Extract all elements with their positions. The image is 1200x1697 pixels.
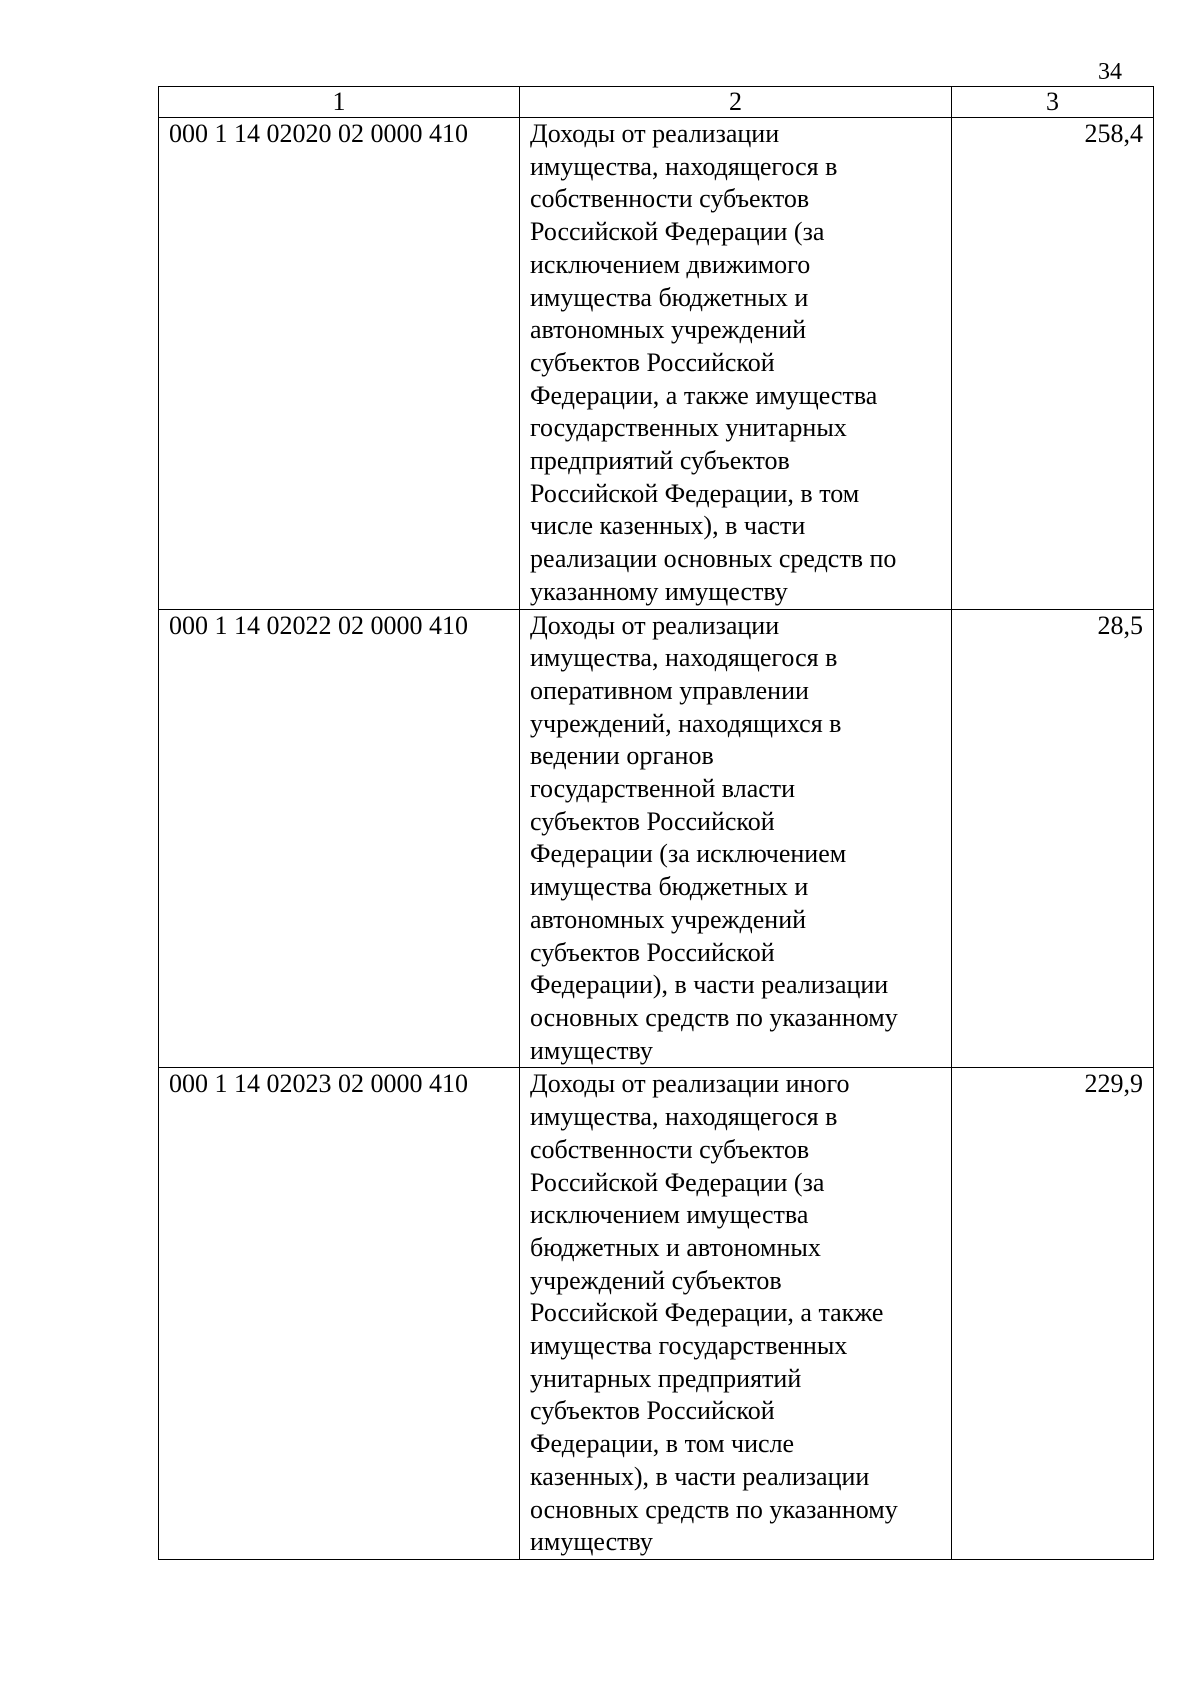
header-row xyxy=(159,87,1154,118)
description-line: имущества, находящегося в xyxy=(530,643,838,673)
description-line: имущества, находящегося в xyxy=(530,151,838,181)
revenue-code: 000 1 14 02022 02 0000 410 xyxy=(159,609,520,1068)
description-line: Федерации (за исключением xyxy=(530,839,847,869)
description-line: учреждений, находящихся в xyxy=(530,708,842,738)
description-line: имущества бюджетных и xyxy=(530,282,809,312)
description-line: имущества государственных xyxy=(530,1331,848,1361)
description-line: унитарных предприятий xyxy=(530,1363,802,1393)
description-line: Российской Федерации, а также xyxy=(530,1298,884,1328)
header-col-1: 1 xyxy=(159,87,520,118)
description-line: автономных учреждений xyxy=(530,904,807,934)
table-row xyxy=(159,609,1154,1068)
description-line: Доходы от реализации xyxy=(530,610,780,640)
header-col-3: 3 xyxy=(952,87,1154,118)
description-line: имущества бюджетных и xyxy=(530,872,809,902)
description-line: числе казенных), в части xyxy=(530,511,806,541)
description-line: предприятий субъектов xyxy=(530,446,790,476)
revenue-amount: 229,9 xyxy=(952,1068,1154,1560)
description-line: Федерации, в том числе xyxy=(530,1429,795,1459)
description-line: ведении органов xyxy=(530,741,714,771)
revenue-description xyxy=(520,1068,952,1560)
description-line: Российской Федерации (за xyxy=(530,1167,825,1197)
description-line: государственных унитарных xyxy=(530,413,847,443)
revenue-description xyxy=(520,118,952,610)
description-line: субъектов Российской xyxy=(530,806,775,836)
description-line: бюджетных и автономных xyxy=(530,1232,821,1262)
description-line: Федерации, а также имущества xyxy=(530,380,878,410)
revenue-description xyxy=(520,609,952,1068)
description-line: собственности субъектов xyxy=(530,1134,810,1164)
description-line: учреждений субъектов xyxy=(530,1265,782,1295)
description-line: основных средств по указанному xyxy=(530,1494,898,1524)
description-line: оперативном управлении xyxy=(530,675,809,705)
description-line: субъектов Российской xyxy=(530,937,775,967)
revenue-amount: 258,4 xyxy=(952,118,1154,610)
description-line: исключением движимого xyxy=(530,249,811,279)
description-line: имуществу xyxy=(530,1035,653,1065)
table-row xyxy=(159,118,1154,610)
description-line: имуществу xyxy=(530,1527,653,1557)
description-line: имущества, находящегося в xyxy=(530,1102,838,1132)
revenue-code: 000 1 14 02023 02 0000 410 xyxy=(159,1068,520,1560)
description-line: Доходы от реализации xyxy=(530,119,780,148)
description-line: казенных), в части реализации xyxy=(530,1461,870,1491)
header-col-2: 2 xyxy=(520,87,952,118)
page-number: 34 xyxy=(1098,59,1122,85)
description-line: государственной власти xyxy=(530,774,796,804)
revenue-code: 000 1 14 02020 02 0000 410 xyxy=(159,118,520,610)
description-line: Доходы от реализации иного xyxy=(530,1069,850,1099)
description-line: основных средств по указанному xyxy=(530,1002,898,1032)
description-line: Российской Федерации, в том xyxy=(530,478,860,508)
description-line: субъектов Российской xyxy=(530,347,775,377)
description-line: исключением имущества xyxy=(530,1200,809,1230)
description-line: указанному имуществу xyxy=(530,576,788,606)
table-body xyxy=(159,118,1154,1560)
description-line: Российской Федерации (за xyxy=(530,217,825,247)
description-line: реализации основных средств по xyxy=(530,544,897,574)
revenue-table xyxy=(158,86,1154,1560)
revenue-amount: 28,5 xyxy=(952,609,1154,1068)
description-line: Федерации), в части реализации xyxy=(530,970,889,1000)
description-line: автономных учреждений xyxy=(530,315,807,345)
table-row xyxy=(159,1068,1154,1560)
table-header xyxy=(159,87,1154,118)
description-line: собственности субъектов xyxy=(530,184,810,214)
description-line: субъектов Российской xyxy=(530,1396,775,1426)
